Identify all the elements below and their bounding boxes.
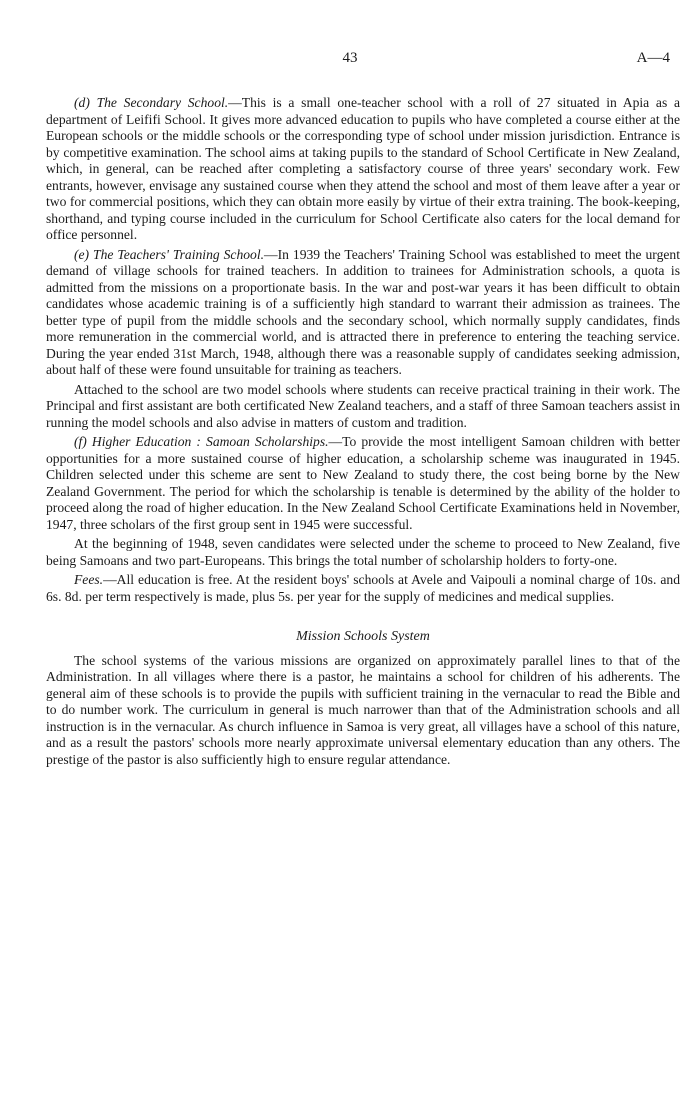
paragraph-body: —In 1939 the Teachers' Training School was established to meet the urgent demand of village schools for trained teachers. In addition to trainees for Administration schools, a quota is admitted from the missions on a proportionate basis. In the war and post-war years it has been difficult to obtain candidates whose academic training is of a sufficiently high standard to warrant their admission as trainees. The better type of pupil from the middle schools and the secondary school, which normally supply candidates, finds more remuneration in the commercial world, and is attracted there in preference to entering the teaching service. During the year ended 31st March, 1948, although there was a reasonable supply of candidates seeking admission, about half of these were found unsuitable for training as teachers. <box>46 246 680 377</box>
paragraph-lead: (f) Higher Education : Samoan Scholarships. <box>74 434 329 449</box>
paragraph-body: —This is a small one-teacher school with a roll of 27 situated in Apia as a department of Leififi School. It gives more advanced education to pupils who have completed a course either at the European schools or the middle schools or the corresponding type of school under mission jurisdiction. Entrance is by competitive examination. The school aims at taking pupils to the standard of School Certificate in New Zealand, which, in general, can be reached after completing a satisfactory course of three years' secondary work. Few entrants, however, envisage any sustained course when they attend the school and most of them leave after a year or two for commercial positions, which they can obtain more easily by virtue of their extra training. The book-keeping, shorthand, and typing course included in the curriculum for School Certificate also caters for the local demand for office personnel. <box>46 95 680 242</box>
paragraph-body: At the beginning of 1948, seven candidates were selected under the scheme to proceed to New Zealand, five being Samoans and two part-Europeans. This brings the total number of scholarship holders to forty-one. <box>46 536 680 568</box>
paragraph-scholarship-candidates <box>46 536 680 569</box>
paragraph-body: —All education is free. At the resident boys' schools at Avele and Vaipouli a nominal charge of 10s. and 6s. 8d. per term respectively is made, plus 5s. per year for the supply of medicines and medical supplies. <box>46 572 680 604</box>
document-reference: A—4 <box>636 50 670 66</box>
paragraph-body: Attached to the school are two model schools where students can receive practical training in their work. The Principal and first assistant are both certificated New Zealand teachers, and a staff of three Samoan teachers assist in running the model schools and also advise in matters of custom and tradition. <box>46 381 680 430</box>
paragraph-secondary-school <box>46 95 680 244</box>
paragraph-fees <box>46 572 680 605</box>
section-heading: Mission Schools System <box>296 629 430 644</box>
page-number: 43 <box>342 50 358 66</box>
paragraph-body: —To provide the most intelligent Samoan children with better opportunities for a more sustained course of higher education, a scholarship scheme was inaugurated in 1945. Children selected under this scheme are sent to New Zealand to study there, the cost being borne by the New Zealand Government. The period for which the scholarship is tenable is determined by the ability of the holder to proceed along the road of higher education. In the New Zealand School Certificate Examinations held in November, 1947, three scholars of the first group sent in 1945 were successful. <box>46 434 680 532</box>
paragraph-teachers-training-school <box>46 247 680 379</box>
paragraph-lead: (d) The Secondary School. <box>74 95 229 110</box>
paragraph-lead: Fees. <box>74 572 104 587</box>
paragraph-mission-schools <box>46 653 680 769</box>
body-text <box>46 95 680 768</box>
paragraph-lead: (e) The Teachers' Training School. <box>74 246 265 262</box>
paragraph-body: The school systems of the various missions are organized on approximately parallel lines to that of the Administration. In all villages where there is a pastor, he maintains a school for children of his adherents. The general aim of these schools is to provide the pupils with sufficient training in the vernacular to read the Bible and to do number work. The curriculum in general is much narrower than that of the Administration schools and all instruction is in the vernacular. As church influence in Samoa is very great, all villages have a school of this nature, and as a result the pastors' schools more nearly approximate universal elementary education than any others. The prestige of the pastor is also sufficiently high to ensure regular attendance. <box>46 652 680 767</box>
paragraph-model-schools <box>46 382 680 432</box>
paragraph-higher-education <box>46 434 680 533</box>
